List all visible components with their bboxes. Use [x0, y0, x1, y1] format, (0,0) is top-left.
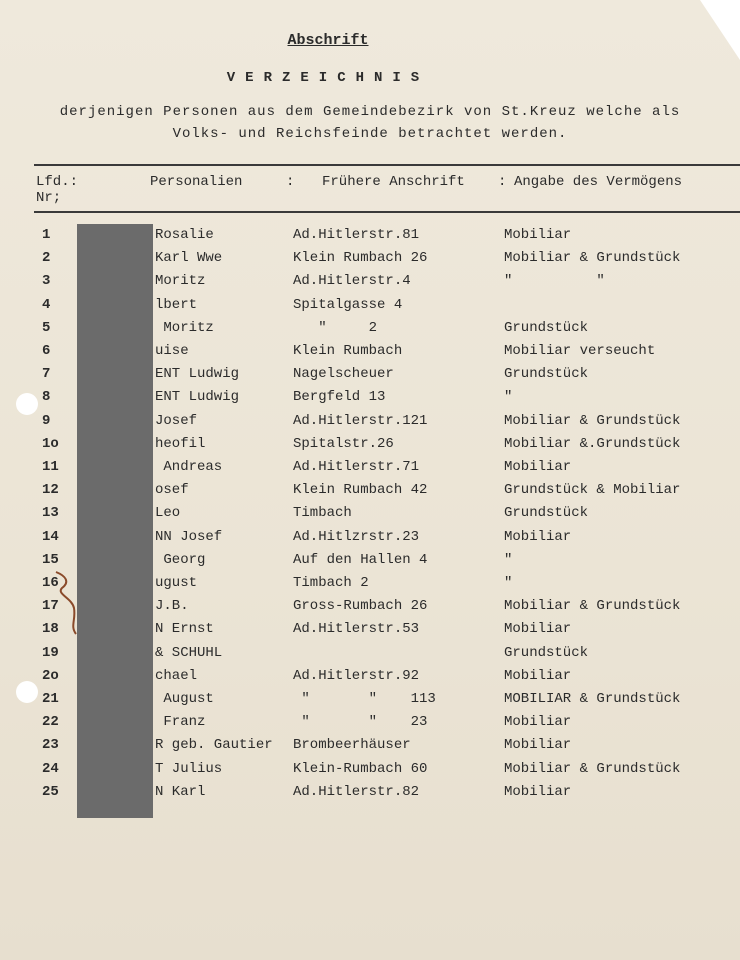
row-address: Ad.Hitlerstr.53 — [293, 621, 420, 638]
column-header-anschrift: Frühere Anschrift — [322, 174, 465, 190]
row-name: osef — [155, 482, 189, 499]
row-assets: Grundstück — [504, 644, 589, 661]
row-address: Auf den Hallen 4 — [293, 551, 428, 568]
row-number: 13 — [42, 505, 59, 522]
row-address: Brombeerhäuser — [293, 737, 411, 754]
row-number: 22 — [42, 714, 59, 731]
row-name: R geb. Gautier — [155, 737, 273, 754]
row-assets: Grundstück — [504, 505, 589, 522]
row-name: August — [155, 691, 214, 707]
row-assets: Mobiliar — [504, 714, 572, 731]
header-rule-top — [34, 164, 740, 166]
column-header-personalien: Personalien — [150, 174, 243, 190]
row-address: " " 23 — [293, 714, 428, 731]
row-address: Timbach 2 — [293, 575, 369, 591]
row-address: " " 113 — [293, 691, 436, 707]
row-name: uise — [155, 343, 189, 359]
row-name: Moritz — [155, 273, 206, 290]
column-header-nr: Nr; — [36, 190, 62, 206]
row-assets: MOBILIAR & Grundstück — [504, 691, 681, 707]
row-name: T Julius — [155, 760, 223, 777]
row-name: ugust — [155, 575, 198, 591]
row-assets: " — [504, 389, 513, 406]
row-assets: Mobiliar & Grundstück — [504, 412, 681, 429]
row-number: 8 — [42, 389, 51, 406]
row-assets: Mobiliar — [504, 621, 572, 638]
row-address: Spitalgasse 4 — [293, 296, 403, 313]
row-address: Ad.Hitlerstr.121 — [293, 412, 428, 429]
row-address: Ad.Hitlerstr.4 — [293, 273, 411, 290]
row-address: Klein-Rumbach 60 — [293, 760, 428, 777]
row-address: Klein Rumbach 42 — [293, 482, 428, 499]
row-assets: Mobiliar — [504, 528, 572, 545]
row-name: Andreas — [155, 459, 223, 475]
row-name: Josef — [155, 412, 198, 429]
redaction-bar — [77, 224, 153, 818]
abschrift-heading: Abschrift — [287, 32, 369, 49]
row-number: 6 — [42, 343, 51, 359]
row-name: Rosalie — [155, 227, 214, 243]
row-address: " 2 — [293, 319, 378, 336]
row-name: heofil — [155, 435, 206, 452]
row-assets: " " — [504, 273, 605, 290]
row-assets: Mobiliar &.Grundstück — [504, 435, 681, 452]
row-number: 2o — [42, 667, 59, 684]
row-assets: Mobiliar & Grundstück — [504, 598, 681, 615]
row-number: 12 — [42, 482, 59, 499]
row-number: 24 — [42, 760, 59, 777]
row-address: Ad.Hitlzrstr.23 — [293, 528, 420, 545]
row-name: J.B. — [155, 598, 189, 615]
verzeichnis-heading: VERZEICHNIS — [226, 70, 430, 86]
row-name: ENT Ludwig — [155, 389, 240, 406]
subtitle-line-1: derjenigen Personen aus dem Gemeindebezirk von St.Kreuz welche als — [59, 104, 681, 120]
row-assets: Mobiliar — [504, 459, 572, 475]
row-assets: " — [504, 575, 513, 591]
row-number: 5 — [42, 319, 51, 336]
row-name: Leo — [155, 505, 181, 522]
handwritten-mark — [52, 568, 82, 638]
row-assets: Mobiliar & Grundstück — [504, 760, 681, 777]
row-name: chael — [155, 667, 198, 684]
row-number: 25 — [42, 783, 59, 800]
row-number: 7 — [42, 366, 51, 383]
row-address: Klein Rumbach 26 — [293, 250, 428, 267]
row-address: Ad.Hitlerstr.82 — [293, 783, 420, 800]
folded-corner — [700, 0, 740, 60]
row-number: 19 — [42, 644, 59, 661]
row-number: 2 — [42, 250, 51, 267]
row-address: Ad.Hitlerstr.71 — [293, 459, 420, 475]
row-address: Spitalstr.26 — [293, 435, 394, 452]
row-assets: Mobiliar — [504, 737, 572, 754]
row-number: 16 — [42, 575, 59, 591]
row-assets: Grundstück — [504, 366, 589, 383]
row-address: Ad.Hitlerstr.81 — [293, 227, 420, 243]
row-number: 21 — [42, 691, 59, 707]
row-assets: Mobiliar verseucht — [504, 343, 656, 359]
row-assets: Mobiliar — [504, 783, 572, 800]
row-number: 11 — [42, 459, 59, 475]
row-name: Karl Wwe — [155, 250, 223, 267]
row-name: Georg — [155, 551, 206, 568]
row-name: Franz — [155, 714, 206, 731]
column-header-lfd: Lfd.: — [36, 174, 79, 190]
column-header-vermoegen: Angabe des Vermögens — [514, 174, 683, 190]
row-number: 3 — [42, 273, 51, 290]
row-number: 4 — [42, 296, 51, 313]
row-address: Nagelscheuer — [293, 366, 394, 383]
row-name: NN Josef — [155, 528, 223, 545]
row-number: 1o — [42, 435, 59, 452]
row-name: & SCHUHL — [155, 644, 223, 661]
row-address: Timbach — [293, 505, 352, 522]
row-address: Bergfeld 13 — [293, 389, 386, 406]
row-name: lbert — [155, 296, 198, 313]
row-assets: Grundstück & Mobiliar — [504, 482, 681, 499]
row-assets: " — [504, 551, 513, 568]
column-separator: : — [498, 174, 507, 190]
subtitle-line-2: Volks- und Reichsfeinde betrachtet werden. — [172, 126, 568, 142]
row-number: 15 — [42, 551, 59, 568]
column-separator: : — [286, 174, 295, 190]
row-name: ENT Ludwig — [155, 366, 240, 383]
row-number: 23 — [42, 737, 59, 754]
row-number: 18 — [42, 621, 59, 638]
row-assets: Mobiliar & Grundstück — [504, 250, 681, 267]
row-name: N Karl — [155, 783, 206, 800]
row-assets: Mobiliar — [504, 667, 572, 684]
row-name: Moritz — [155, 319, 214, 336]
row-number: 1 — [42, 227, 51, 243]
row-number: 14 — [42, 528, 59, 545]
row-assets: Grundstück — [504, 319, 589, 336]
row-name: N Ernst — [155, 621, 214, 638]
row-assets: Mobiliar — [504, 227, 572, 243]
row-number: 9 — [42, 412, 51, 429]
row-number: 17 — [42, 598, 59, 615]
row-address: Gross-Rumbach 26 — [293, 598, 428, 615]
header-rule-bottom — [34, 211, 740, 213]
row-address: Klein Rumbach — [293, 343, 403, 359]
row-address: Ad.Hitlerstr.92 — [293, 667, 420, 684]
